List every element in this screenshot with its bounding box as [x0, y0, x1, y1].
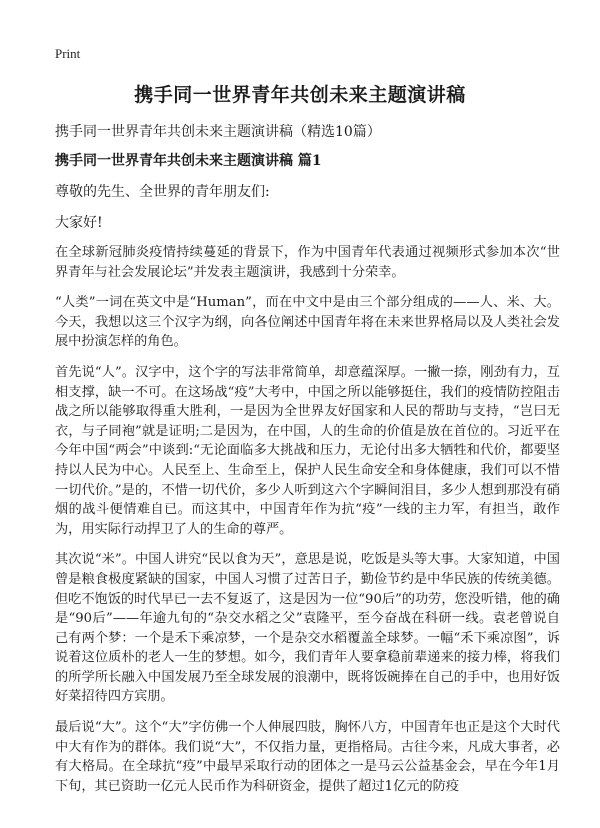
print-label[interactable]: Print [55, 46, 81, 61]
greeting: 大家好! [55, 215, 103, 231]
paragraph: 最后说“大”。这个“大”字仿佛一个人伸展四肢，胸怀八方，中国青年也正是这个大时代中大有作为的群体。我们说“大”，不仅指力量，更指格局。古往今来，凡成大事者，必有大格局。在全球抗“疫”中最早采取行动的团体之一是马云公益基金会，早在今年1月下旬，其已资助一亿元人民币作为科研资金，提供了超过1亿元的防疫 [55, 720, 560, 794]
section-heading: 携手同一世界青年共创未来主题演讲稿 篇1 [55, 153, 322, 169]
paragraph: 其次说“米”。中国人讲究“民以食为天”，意思是说，吃饭是头等大事。大家知道，中国曾是粮食极度紧缺的国家，中国人习惯了过苦日子，勤俭节约是中华民族的传统美德。但吃不饱饭的时代早已一去不复返了，这是因为一位“90后”的功劳，您没听错，他的确是“90后”——年逾九旬的“杂交水稻之父”袁隆平，至今奋战在科研一线。袁老曾说自己有两个梦：一个是禾下乘凉梦，一个是杂交水稻覆盖全球梦。一幅“禾下乘凉图”，诉说着这位质朴的老人一生的梦想。如今，我们青年人要拿稳前辈递来的接力棒，将我们的所学所长融入中国发展乃至全球发展的浪潮中，既将饭碗捧在自己的手中，也用好饭好菜招待四方宾朋。 [55, 552, 561, 705]
page-title: 携手同一世界青年共创未来主题演讲稿 [134, 84, 466, 106]
document-subtitle: 携手同一世界青年共创未来主题演讲稿（精选10篇） [55, 124, 381, 140]
paragraph: “人类”一词在英文中是“Human”，而在中文中是由三个部分组成的——人、米、大。今天，我想以这三个汉字为纲，向各位阐述中国青年将在未来世界格局以及人类社会发展中扮演怎样的角色。 [55, 295, 560, 350]
document-body [55, 243, 560, 807]
paragraph: 在全球新冠肺炎疫情持续蔓延的背景下，作为中国青年代表通过视频形式参加本次“世界青年与社会发展论坛”并发表主题演讲，我感到十分荣幸。 [55, 245, 560, 280]
paragraph: 首先说“人”。汉字中，这个字的写法非常简单，却意蕴深厚。一撇一捺，刚劲有力，互相支撑，缺一不可。在这场战“疫”大考中，中国之所以能够挺住，我们的疫情防控阻击战之所以能够取得重大胜利，一是因为全世界友好国家和人民的帮助与支持，“岂曰无衣，与子同袍”就是证明;二是因为，在中国，人的生命的价值是放在首位的。习近平在今年中国“两会”中谈到:“无论面临多大挑战和压力，无论付出多大牺牲和代价，都要坚持以人民为中心。人民至上、生命至上，保护人民生命安全和身体健康，我们可以不惜一切代价。”是的，不惜一切代价，多少人听到这六个字瞬间泪目，多少人想到那没有硝烟的战斗便情难自已。而这其中，中国青年作为抗“疫”一线的主力军，有担当，敢作为，用实际行动捍卫了人的生命的尊严。 [55, 364, 560, 537]
salutation: 尊敬的先生、全世界的青年朋友们: [55, 184, 270, 200]
